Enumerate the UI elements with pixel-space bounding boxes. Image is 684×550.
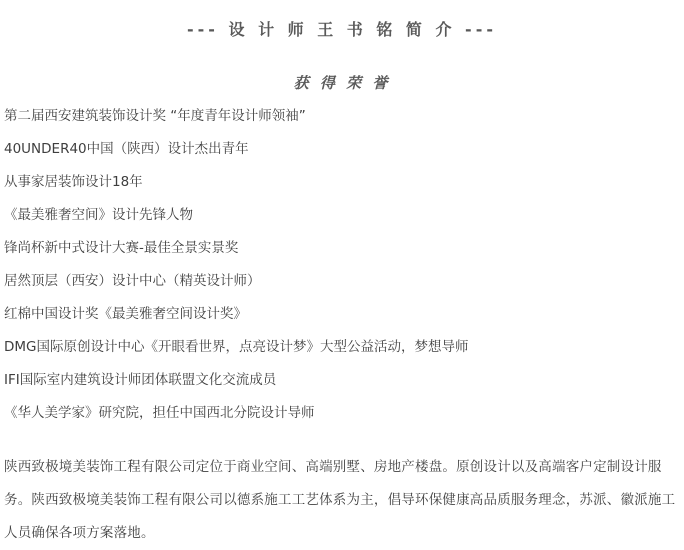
honor-item: 红棉中国设计奖《最美雅奢空间设计奖》 (4, 306, 247, 322)
honor-item: 《最美雅奢空间》设计先锋人物 (4, 207, 193, 223)
honor-item: 从事家居装饰设计18年 (4, 174, 143, 190)
honor-item: DMG国际原创设计中心《开眼看世界，点亮设计梦》大型公益活动，梦想导师 (4, 339, 469, 355)
honor-item: 居然顶层（西安）设计中心（精英设计师） (4, 273, 261, 289)
page-title: --- 设 计 师 王 书 铭 简 介 --- (187, 20, 497, 39)
honor-item: 第二届西安建筑装饰设计奖 “年度青年设计师领袖” (4, 108, 306, 124)
company-description: 陕西致极境美装饰工程有限公司定位于商业空间、高端别墅、房地产楼盘。原创设计以及高端客户定制设计服务。陕西致极境美装饰工程有限公司以德系施工工艺体系为主，倡导环保健康高品质服务理念，苏派、徽派施工人员确保各项方案落地。 (4, 459, 676, 541)
honors-list (4, 106, 469, 436)
honor-item: 《华人美学家》研究院，担任中国西北分院设计导师 (4, 405, 315, 421)
honors-heading: 获 得 荣 誉 (293, 74, 391, 92)
honor-item: 锋尚杯新中式设计大赛-最佳全景实景奖 (4, 240, 239, 256)
honor-item: IFI国际室内建筑设计师团体联盟文化交流成员 (4, 372, 277, 388)
honor-item: 40UNDER40中国（陕西）设计杰出青年 (4, 141, 249, 157)
